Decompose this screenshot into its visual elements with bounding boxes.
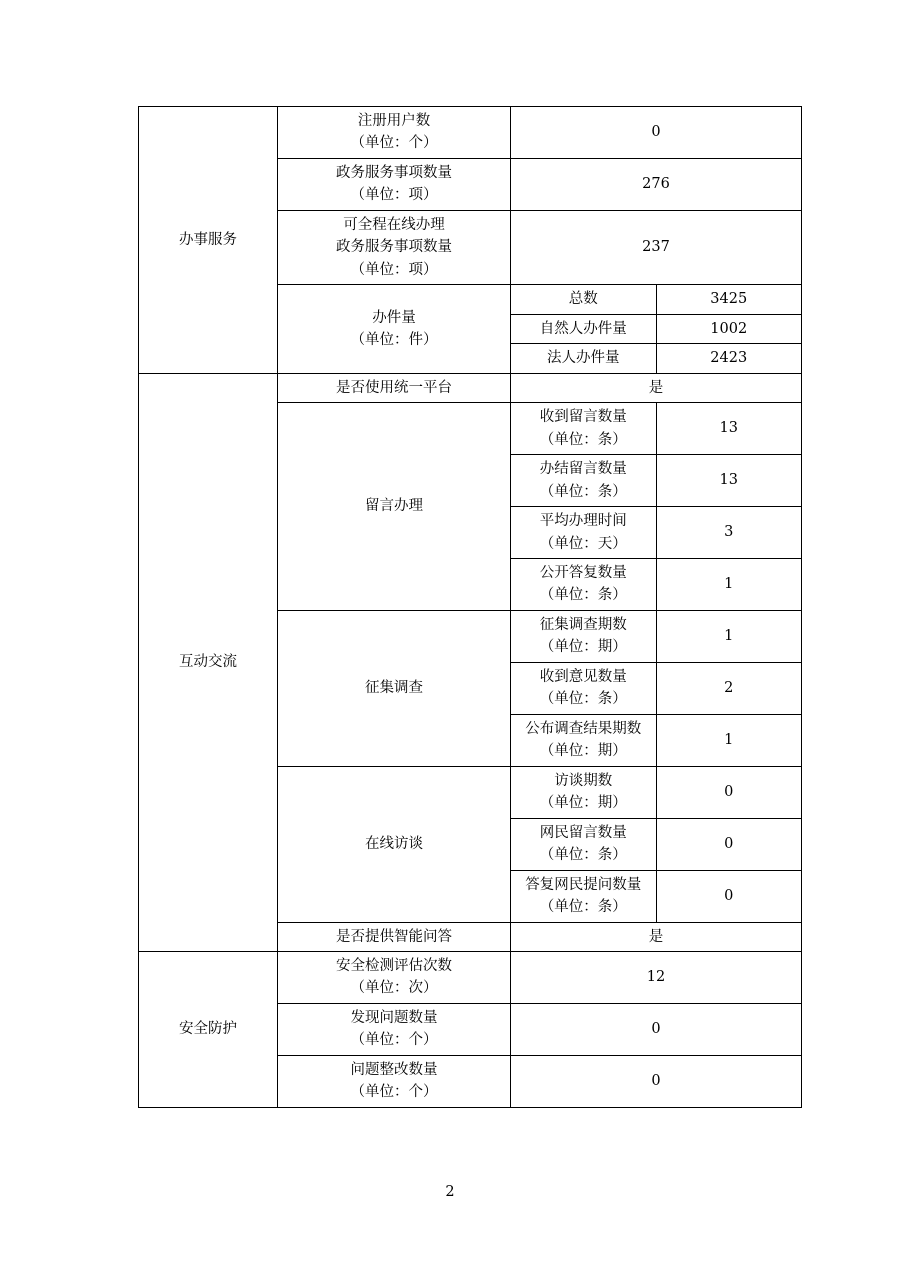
sublabel-messages-received: 收到留言数量 （单位：条）	[511, 403, 657, 455]
value-public-replies: 1	[656, 558, 802, 610]
item-unified-platform: 是否使用统一平台	[278, 373, 511, 402]
category-banshifuwu: 办事服务	[139, 107, 278, 374]
page-number: 2	[445, 1184, 455, 1200]
value-interview-sessions: 0	[656, 766, 802, 818]
sublabel-average-handling-time: 平均办理时间 （单位：天）	[511, 507, 657, 559]
item-message-handling: 留言办理	[278, 403, 511, 611]
sublabel-survey-sessions: 征集调查期数 （单位：期）	[511, 610, 657, 662]
category-hudongjiaoliu: 互动交流	[139, 373, 278, 951]
value-issues-found: 0	[511, 1003, 802, 1055]
value-opinions-received: 2	[656, 662, 802, 714]
sublabel-legal-person: 法人办件量	[511, 344, 657, 373]
government-website-report-table	[138, 106, 802, 1108]
sublabel-total: 总数	[511, 285, 657, 314]
item-security-assessments: 安全检测评估次数 （单位：次）	[278, 952, 511, 1004]
category-anquanfanghu: 安全防护	[139, 952, 278, 1108]
value-published-results: 1	[656, 714, 802, 766]
value-registered-users: 0	[511, 107, 802, 159]
value-survey-sessions: 1	[656, 610, 802, 662]
value-average-handling-time: 3	[656, 507, 802, 559]
sublabel-natural-person: 自然人办件量	[511, 314, 657, 343]
value-smart-qa: 是	[511, 922, 802, 951]
sublabel-interview-sessions: 访谈期数 （单位：期）	[511, 766, 657, 818]
value-messages-received: 13	[656, 403, 802, 455]
item-issues-found: 发现问题数量 （单位：个）	[278, 1003, 511, 1055]
sublabel-messages-completed: 办结留言数量 （单位：条）	[511, 455, 657, 507]
item-full-online-matters: 可全程在线办理 政务服务事项数量 （单位：项）	[278, 210, 511, 284]
sublabel-published-results: 公布调查结果期数 （单位：期）	[511, 714, 657, 766]
value-messages-completed: 13	[656, 455, 802, 507]
item-survey-collection: 征集调查	[278, 610, 511, 766]
table-row	[139, 373, 802, 402]
sublabel-opinions-received: 收到意见数量 （单位：条）	[511, 662, 657, 714]
item-registered-users: 注册用户数 （单位：个）	[278, 107, 511, 159]
item-service-matters-count: 政务服务事项数量 （单位：项）	[278, 158, 511, 210]
value-legal-person: 2423	[656, 344, 802, 373]
value-netizen-replies: 0	[656, 870, 802, 922]
value-unified-platform: 是	[511, 373, 802, 402]
table-row	[139, 107, 802, 159]
value-issues-rectified: 0	[511, 1055, 802, 1107]
value-service-matters-count: 276	[511, 158, 802, 210]
value-total: 3425	[656, 285, 802, 314]
value-natural-person: 1002	[656, 314, 802, 343]
value-full-online-matters: 237	[511, 210, 802, 284]
sublabel-netizen-replies: 答复网民提问数量 （单位：条）	[511, 870, 657, 922]
item-smart-qa: 是否提供智能问答	[278, 922, 511, 951]
report-table-wrapper	[138, 106, 786, 1108]
value-netizen-messages: 0	[656, 818, 802, 870]
value-security-assessments: 12	[511, 952, 802, 1004]
sublabel-public-replies: 公开答复数量 （单位：条）	[511, 558, 657, 610]
sublabel-netizen-messages: 网民留言数量 （单位：条）	[511, 818, 657, 870]
table-row	[139, 952, 802, 1004]
item-handled-volume: 办件量 （单位：件）	[278, 285, 511, 373]
item-issues-rectified: 问题整改数量 （单位：个）	[278, 1055, 511, 1107]
item-online-interview: 在线访谈	[278, 766, 511, 922]
